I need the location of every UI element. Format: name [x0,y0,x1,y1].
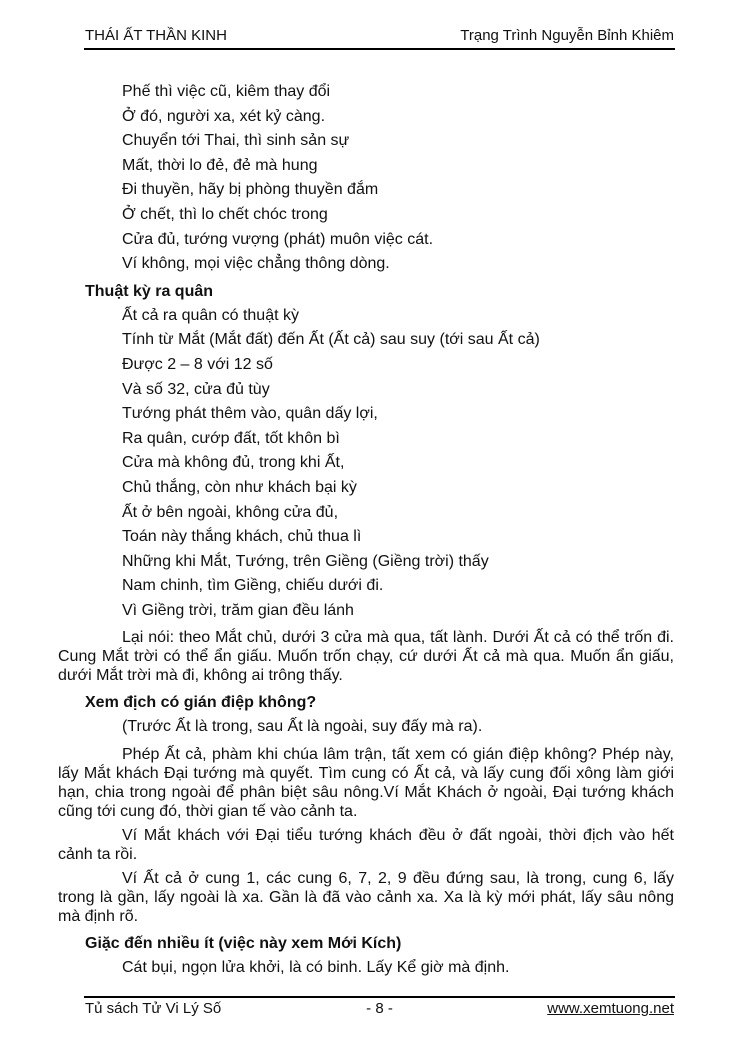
page-footer [85,1000,674,1018]
verse-line: Ra quân, cướp đất, tốt khôn bì [122,429,340,447]
verse-line: (Trước Ất là trong, sau Ất là ngoài, suy đấy mà ra). [122,718,483,736]
paragraph: Lại nói: theo Mắt chủ, dưới 3 cửa mà qua, tất lành. Dưới Ất cả có thể trốn đi. Cung Mắt trời có thể ẩn giấu. Muốn trốn chạy, cứ dưới Ất cả mà qua. Muốn ẩn giấu, dưới Mắt trời mà đi, không ai trông thấy. [58,629,674,685]
paragraph: Ví Ất cả ở cung 1, các cung 6, 7, 2, 9 đều đứng sau, là trong, cung 6, lấy trong là gần, lấy ngoài là xa. Gần là đã vào cảnh xa. Xa là kỳ mới phát, lấy sâu nông mà định rõ. [58,870,674,926]
verse-line: Cửa đủ, tướng vượng (phát) muôn việc cát. [122,230,434,248]
verse-line: Đi thuyền, hãy bị phòng thuyền đắm [122,181,379,199]
verse-line: Tính từ Mắt (Mắt đất) đến Ất (Ất cả) sau suy (tới sau Ất cả) [122,331,540,349]
verse-line: Vì Giềng trời, trăm gian đều lánh [122,601,354,619]
document-content [58,50,674,981]
header-book-title: THÁI ẤT THẦN KINH [85,27,227,44]
verse-line: Ở đó, người xa, xét kỷ càng. [122,107,326,125]
verse-line: Mất, thời lo đẻ, đẻ mà hung [122,156,318,174]
footer-website-link[interactable]: www.xemtuong.net [547,1000,674,1017]
verse-line: Cửa mà không đủ, trong khi Ất, [122,454,345,472]
header-author: Trạng Trình Nguyễn Bỉnh Khiêm [460,27,674,44]
verse-line: Được 2 – 8 với 12 số [122,355,273,373]
footer-series-title: Tủ sách Tử Vi Lý Số [85,1000,222,1017]
page-header [85,27,674,45]
verse-line: Phế thì việc cũ, kiêm thay đổi [122,83,331,100]
verse-line: Ất cả ra quân có thuật kỳ [122,306,299,324]
verse-line: Ở chết, thì lo chết chóc trong [122,205,328,223]
verse-line: Những khi Mắt, Tướng, trên Giềng (Giềng trời) thấy [122,552,489,570]
verse-line: Chuyển tới Thai, thì sinh sản sự [122,132,350,150]
verse-line: Và số 32, cửa đủ tùy [122,380,270,398]
section-heading: Giặc đến nhiều ít (việc này xem Mới Kích) [85,935,402,953]
footer-rule [84,996,675,998]
footer-page-number: - 8 - [366,1000,393,1017]
verse-line: Tướng phát thêm vào, quân dấy lợi, [122,405,378,423]
paragraph: Ví Mắt khách với Đại tiểu tướng khách đều ở đất ngoài, thời địch vào hết cảnh ta rồi. [58,827,674,864]
verse-line: Toán này thắng khách, chủ thua lì [122,528,362,546]
verse-line: Cát bụi, ngọn lửa khởi, là có binh. Lấy Kể giờ mà định. [122,959,510,977]
verse-line: Ất ở bên ngoài, không cửa đủ, [122,503,339,521]
paragraph: Phép Ất cả, phàm khi chúa lâm trận, tất xem có gián điệp không? Phép này, lấy Mắt khách Đại tướng mà quyết. Tìm cung có Ất cả, và lấy cung đối xông làm giới hạn, chia trong ngoài để phân biệt sâu nông.Ví Mắt Khách ở ngoài, Đại tướng khách cũng tới cung đó, thời gian tế vào cảnh ta. [58,746,674,821]
verse-line: Nam chinh, tìm Giềng, chiếu dưới đi. [122,577,384,595]
verse-line: Ví không, mọi việc chẳng thông dòng. [122,255,390,273]
section-heading: Xem địch có gián điệp không? [85,694,317,712]
section-heading: Thuật kỳ ra quân [85,282,214,300]
verse-line: Chủ thắng, còn như khách bại kỳ [122,478,357,496]
